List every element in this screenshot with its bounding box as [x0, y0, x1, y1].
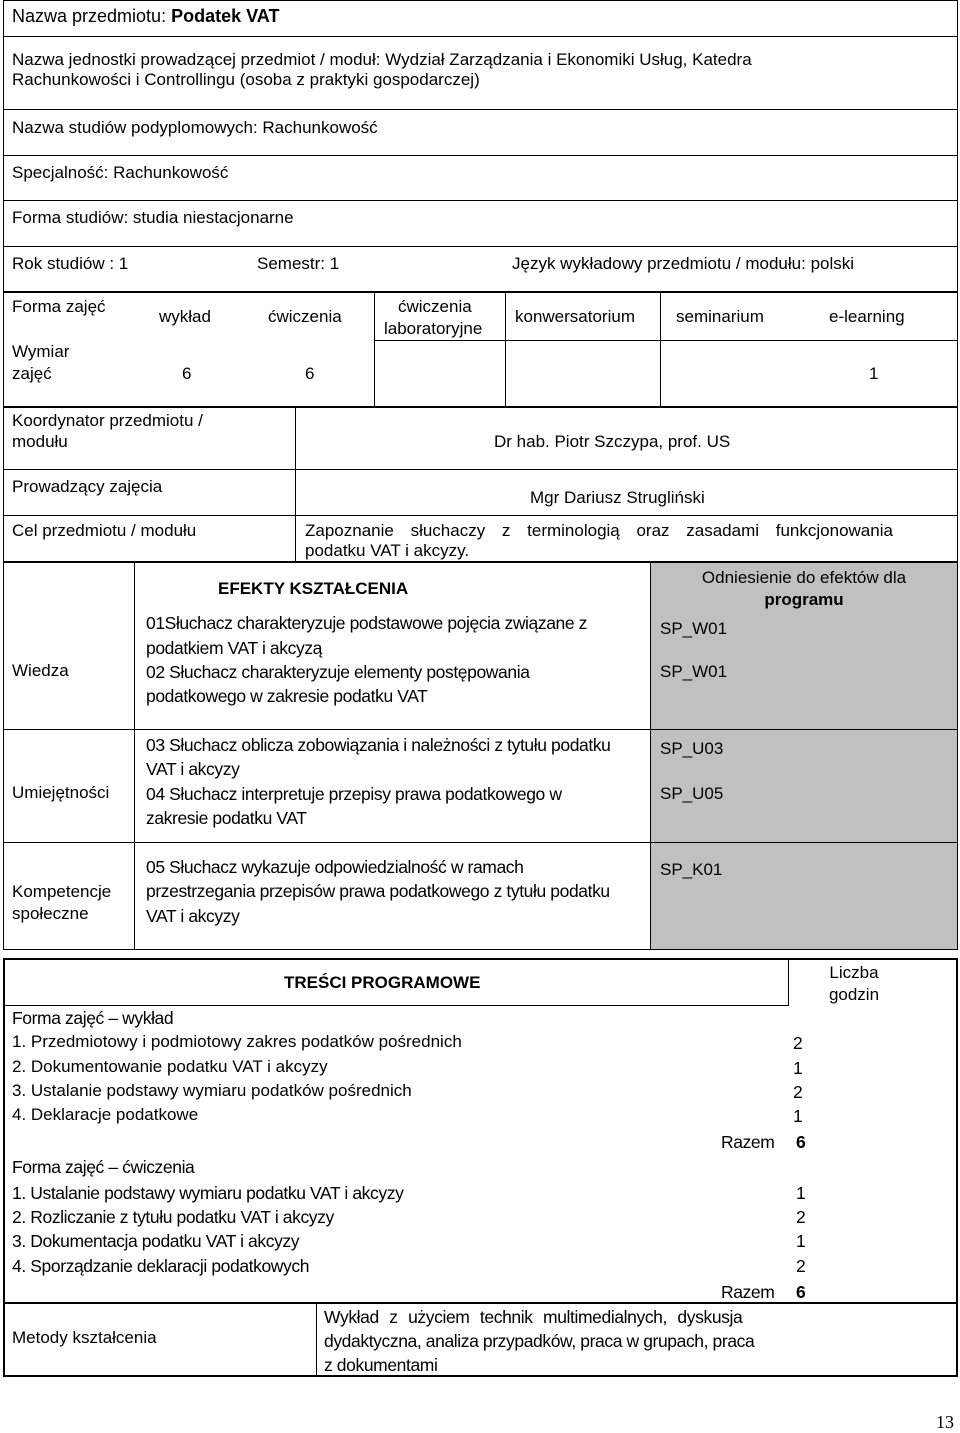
- knowledge-line-1: 01Słuchacz charakteryzuje podstawowe pojęcia związane z: [146, 613, 588, 633]
- lecture-hours-2: 1: [793, 1058, 803, 1078]
- exercise-hours-4: 2: [796, 1256, 806, 1276]
- divider: [295, 407, 296, 562]
- skills-line-4: zakresie podatku VAT: [146, 808, 307, 828]
- hours-header-1: Liczba: [829, 963, 879, 982]
- unit-line-2: Rachunkowości i Controllingu (osoba z praktyki gospodarczej): [12, 70, 480, 89]
- semester: Semestr: 1: [257, 254, 340, 273]
- forms-col-conversation: konwersatorium: [515, 307, 635, 326]
- content-title: TREŚCI PROGRAMOWE: [284, 973, 481, 992]
- exercise-item-4: 4. Sporządzanie deklaracji podatkowych: [12, 1256, 310, 1276]
- lecture-total: 6: [796, 1132, 806, 1152]
- skills-ref-2: SP_U05: [660, 784, 724, 803]
- hours-header-2: godzin: [828, 985, 880, 1004]
- lecture-item-1: 1. Przedmiotowy i podmiotowy zakres podatków pośrednich: [12, 1032, 462, 1051]
- divider: [505, 292, 506, 407]
- hours-elearning: 1: [869, 364, 879, 383]
- forms-col-lab-2: laboratoryjne: [384, 319, 483, 338]
- divider: [650, 562, 651, 950]
- coordinator-value: Dr hab. Piotr Szczypa, prof. US: [494, 432, 731, 451]
- forms-col-elearning: e-learning: [829, 307, 905, 326]
- coordinator-label-2: modułu: [12, 432, 68, 451]
- exercise-item-2: 2. Rozliczanie z tytułu podatku VAT i akcyzy: [12, 1207, 334, 1227]
- language: Język wykładowy przedmiotu / modułu: polski: [512, 254, 855, 273]
- unit-line-1: Nazwa jednostki prowadzącej przedmiot / moduł: Wydział Zarządzania i Ekonomiki Usług, Katedra: [12, 50, 752, 69]
- hours-label-2: zajęć: [12, 364, 52, 383]
- divider: [3, 155, 958, 156]
- exercise-item-3: 3. Dokumentacja podatku VAT i akcyzy: [12, 1231, 300, 1251]
- lecture-hours-1: 2: [793, 1033, 803, 1053]
- teacher-value: Mgr Dariusz Strugliński: [530, 488, 705, 507]
- course-name-value: Podatek VAT: [171, 6, 280, 26]
- page-number: 13: [936, 1412, 954, 1432]
- methods-label: Metody kształcenia: [12, 1328, 157, 1347]
- knowledge-label: Wiedza: [12, 661, 69, 680]
- exercise-header: Forma zajęć – ćwiczenia: [12, 1157, 195, 1177]
- knowledge-line-4: podatkowego w zakresie podatku VAT: [146, 686, 428, 706]
- study-year: Rok studiów : 1: [12, 254, 129, 273]
- divider: [3, 515, 958, 516]
- refs-title-2: programu: [764, 590, 844, 609]
- divider: [3, 246, 958, 247]
- coordinator-label-1: Koordynator przedmiotu /: [12, 411, 203, 430]
- goal-line-2: podatku VAT i akcyzy.: [305, 541, 470, 560]
- exercise-hours-3: 1: [796, 1231, 806, 1251]
- methods-line-2: dydaktyczna, analiza przypadków, praca w grupach, praca: [324, 1331, 755, 1351]
- social-line-1: 05 Słuchacz wykazuje odpowiedzialność w ramach: [146, 857, 524, 877]
- exercise-hours-1: 1: [796, 1183, 806, 1203]
- divider: [660, 292, 661, 407]
- lecture-header: Forma zajęć – wykład: [12, 1008, 174, 1028]
- hours-exercises: 6: [305, 364, 315, 383]
- lecture-item-3: 3. Ustalanie podstawy wymiaru podatków pośrednich: [12, 1081, 412, 1100]
- lecture-item-2: 2. Dokumentowanie podatku VAT i akcyzy: [12, 1057, 328, 1076]
- skills-ref-1: SP_U03: [660, 739, 724, 758]
- goal-line-1: Zapoznanie słuchaczy z terminologią oraz zasadami funkcjonowania: [305, 521, 893, 540]
- divider: [3, 729, 958, 730]
- methods-line-3: z dokumentami: [324, 1355, 438, 1375]
- specialty: Specjalność: Rachunkowość: [12, 163, 229, 182]
- exercise-total: 6: [796, 1282, 806, 1302]
- forms-col-exercises: ćwiczenia: [268, 307, 342, 326]
- divider: [3, 200, 958, 201]
- social-ref-1: SP_K01: [660, 860, 723, 879]
- course-name-row: [12, 5, 279, 27]
- header-table: [3, 0, 958, 292]
- skills-line-1: 03 Słuchacz oblicza zobowiązania i należności z tytułu podatku: [146, 735, 611, 755]
- forms-col-seminar: seminarium: [676, 307, 764, 326]
- forms-table: [3, 292, 958, 407]
- exercise-total-label: Razem: [721, 1282, 775, 1302]
- exercise-item-1: 1. Ustalanie podstawy wymiaru podatku VAT i akcyzy: [12, 1183, 404, 1203]
- divider: [134, 562, 135, 950]
- course-name-label: Nazwa przedmiotu:: [12, 6, 167, 26]
- divider: [374, 340, 958, 341]
- forms-col-lecture: wykład: [159, 307, 211, 326]
- exercise-hours-2: 2: [796, 1207, 806, 1227]
- studies-name: Nazwa studiów podyplomowych: Rachunkowość: [12, 118, 378, 137]
- teacher-label: Prowadzący zajęcia: [12, 477, 163, 496]
- knowledge-line-3: 02 Słuchacz charakteryzuje elementy postępowania: [146, 662, 530, 682]
- divider: [3, 109, 958, 110]
- hours-label-1: Wymiar: [12, 342, 70, 361]
- social-line-2: przestrzegania przepisów prawa podatkowego z tytułu podatku: [146, 881, 610, 901]
- social-label-2: społeczne: [12, 904, 89, 923]
- divider: [788, 958, 789, 1006]
- forms-col-lab-1: ćwiczenia: [398, 297, 472, 316]
- divider: [3, 36, 958, 37]
- skills-line-2: VAT i akcyzy: [146, 759, 240, 779]
- divider: [3, 469, 958, 470]
- skills-label: Umiejętności: [12, 783, 110, 802]
- effects-title: EFEKTY KSZTAŁCENIA: [218, 579, 409, 598]
- hours-lecture: 6: [182, 364, 192, 383]
- skills-line-3: 04 Słuchacz interpretuje przepisy prawa podatkowego w: [146, 784, 562, 804]
- lecture-hours-3: 2: [793, 1082, 803, 1102]
- social-label-1: Kompetencje: [12, 882, 112, 901]
- methods-line-1: Wykład z użyciem technik multimedialnych, dyskusja: [324, 1307, 743, 1327]
- lecture-total-label: Razem: [721, 1132, 775, 1152]
- divider: [3, 842, 958, 843]
- goal-label: Cel przedmiotu / modułu: [12, 521, 197, 540]
- knowledge-ref-2: SP_W01: [660, 662, 728, 681]
- lecture-item-4: 4. Deklaracje podatkowe: [12, 1105, 199, 1124]
- lecture-hours-4: 1: [793, 1106, 803, 1126]
- study-form: Forma studiów: studia niestacjonarne: [12, 208, 294, 227]
- social-line-3: VAT i akcyzy: [146, 906, 240, 926]
- forms-label: Forma zajęć: [12, 297, 106, 316]
- knowledge-line-2: podatkiem VAT i akcyzą: [146, 638, 323, 658]
- refs-title-1: Odniesienie do efektów dla: [701, 568, 907, 587]
- knowledge-ref-1: SP_W01: [660, 619, 728, 638]
- divider: [374, 292, 375, 407]
